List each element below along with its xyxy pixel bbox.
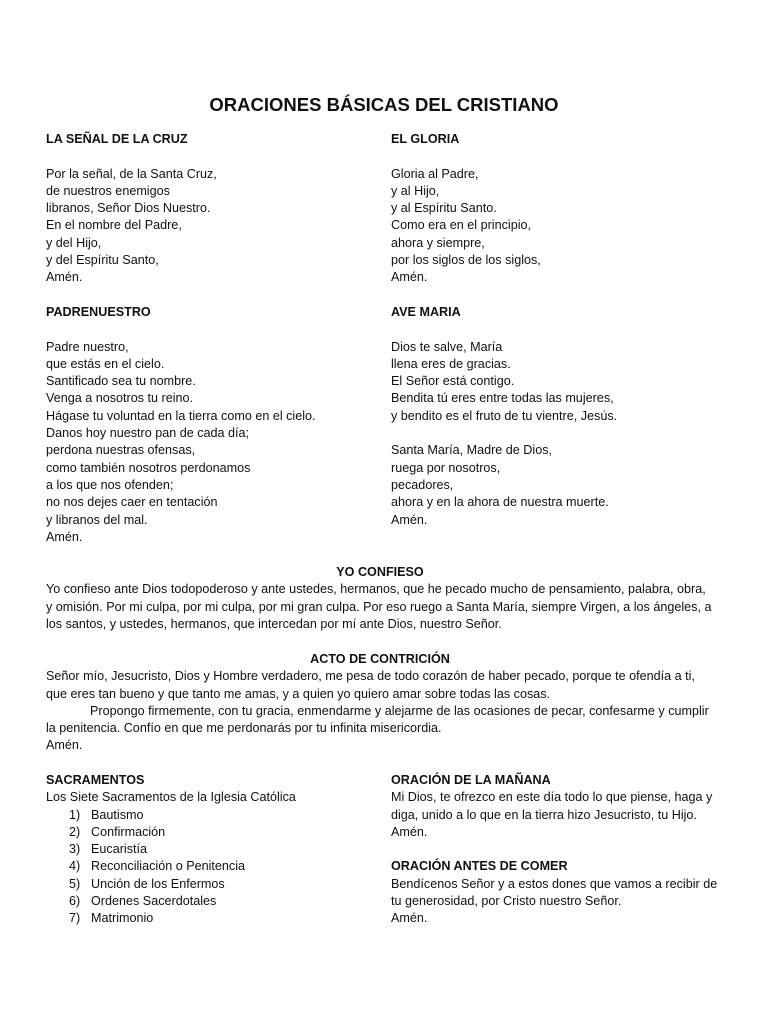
padrenuestro-line: Padre nuestro, (46, 339, 129, 354)
padrenuestro-line: perdona nuestras ofensas, (46, 443, 196, 458)
gloria-lines (391, 166, 721, 287)
senal-lines (46, 166, 376, 287)
section-acto-contricion (46, 651, 714, 755)
manana-line: Mi Dios, te ofrezco en este día todo lo que piense, haga y (391, 790, 713, 805)
comer-heading: ORACIÓN ANTES DE COMER (391, 859, 568, 874)
avemaria-line: llena eres de gracias. (391, 356, 511, 371)
manana-lines (391, 789, 721, 841)
sacramento-label: Matrimonio (91, 911, 154, 926)
avemaria-line: ruega por nosotros, (391, 460, 501, 475)
padrenuestro-line: que estás en el cielo. (46, 356, 165, 371)
contricion-para-1: Señor mío, Jesucristo, Dios y Hombre verdadero, me pesa de todo corazón de haber pecado, porque te ofendía a ti, que eres tan bueno y que tanto me amas, y a quien yo quiero amar sobre todas las cosas. (46, 669, 695, 701)
sacramentos-list (46, 807, 376, 928)
avemaria-line: El Señor está contigo. (391, 374, 515, 389)
section-yo-confieso (46, 564, 714, 633)
sacramento-number: 3) (69, 842, 81, 857)
padrenuestro-lines (46, 339, 376, 547)
yoconfieso-heading: YO CONFIESO (336, 565, 424, 579)
contricion-heading: ACTO DE CONTRICIÓN (310, 652, 450, 666)
sacramentos-heading: SACRAMENTOS (46, 773, 145, 787)
comer-lines (391, 876, 721, 928)
avemaria-line: y bendito es el fruto de tu vientre, Jesús. (391, 408, 618, 423)
avemaria-line: Amén. (391, 512, 428, 527)
senal-line: de nuestros enemigos (46, 183, 170, 198)
padrenuestro-line: Santificado sea tu nombre. (46, 374, 196, 389)
gloria-line: por los siglos de los siglos, (391, 253, 541, 268)
gloria-line: y al Espíritu Santo. (391, 201, 497, 216)
senal-heading: LA SEÑAL DE LA CRUZ (46, 132, 188, 146)
section-ave-maria (391, 304, 721, 529)
sacramento-number: 2) (69, 824, 81, 839)
sacramento-label: Unción de los Enfermos (91, 876, 225, 891)
sacramento-item (46, 910, 376, 927)
section-padrenuestro (46, 304, 376, 546)
avemaria-lines-2 (391, 442, 721, 528)
senal-line: Amén. (46, 270, 83, 285)
padrenuestro-line: y libranos del mal. (46, 512, 148, 527)
contricion-para-2: Propongo firmemente, con tu gracia, enmendarme y alejarme de las ocasiones de pecar, confesarme y cumplir la penitencia. Confío en que me perdonarás por tu infinita misericordia. (46, 703, 709, 736)
sacramentos-intro: Los Siete Sacramentos de la Iglesia Católica (46, 790, 296, 805)
comer-line: Amén. (391, 911, 428, 926)
yoconfieso-text: Yo confieso ante Dios todopoderoso y ante ustedes, hermanos, que he pecado mucho de pensamiento, palabra, obra, y omisión. Por mi culpa, por mi culpa, por mi gran culpa. Por eso ruego a Santa María, siempre Virgen, a los ángeles, a los santos, y ustedes, hermanos, que intercedan por mí ante Dios, nuestro Señor. (46, 582, 712, 631)
senal-line: Por la señal, de la Santa Cruz, (46, 166, 217, 181)
comer-line: tu generosidad, por Cristo nuestro Señor. (391, 894, 622, 909)
sacramento-number: 1) (69, 807, 81, 822)
sacramento-label: Bautismo (91, 807, 144, 822)
senal-line: libranos, Señor Dios Nuestro. (46, 201, 211, 216)
section-gloria (391, 131, 721, 287)
sacramento-label: Eucaristía (91, 842, 147, 857)
avemaria-line: Santa María, Madre de Dios, (391, 443, 552, 458)
sacramento-number: 7) (69, 911, 81, 926)
sacramento-number: 6) (69, 894, 81, 909)
sacramento-label: Confirmación (91, 824, 166, 839)
manana-line: diga, unido a lo que en la tierra hizo Jesucristo, tu Hijo. (391, 807, 697, 822)
avemaria-lines-1 (391, 339, 721, 425)
sacramento-item (46, 807, 376, 824)
gloria-line: ahora y siempre, (391, 235, 485, 250)
manana-line: Amén. (391, 824, 428, 839)
gloria-heading: EL GLORIA (391, 132, 460, 146)
gloria-line: Amén. (391, 270, 428, 285)
gloria-line: y al Hijo, (391, 183, 440, 198)
sacramento-number: 4) (69, 859, 81, 874)
padrenuestro-line: Danos hoy nuestro pan de cada día; (46, 426, 250, 441)
sacramento-item (46, 893, 376, 910)
section-sacramentos (46, 772, 376, 928)
padrenuestro-heading: PADRENUESTRO (46, 305, 151, 319)
gloria-line: Como era en el principio, (391, 218, 532, 233)
padrenuestro-line: como también nosotros perdonamos (46, 460, 251, 475)
sacramento-label: Reconciliación o Penitencia (91, 859, 246, 874)
padrenuestro-line: Venga a nosotros tu reino. (46, 391, 194, 406)
sacramento-item (46, 824, 376, 841)
padrenuestro-line: a los que nos ofenden; (46, 477, 174, 492)
sacramento-item (46, 841, 376, 858)
sacramento-label: Ordenes Sacerdotales (91, 894, 217, 909)
senal-line: En el nombre del Padre, (46, 218, 182, 233)
padrenuestro-line: Hágase tu voluntad en la tierra como en el cielo. (46, 408, 316, 423)
section-oraciones-dia (391, 772, 721, 928)
avemaria-line: pecadores, (391, 477, 454, 492)
sacramento-item (46, 858, 376, 875)
senal-line: y del Espíritu Santo, (46, 253, 159, 268)
padrenuestro-line: Amén. (46, 529, 83, 544)
senal-line: y del Hijo, (46, 235, 102, 250)
manana-heading: ORACIÓN DE LA MAÑANA (391, 773, 551, 787)
page-title: ORACIONES BÁSICAS DEL CRISTIANO (209, 94, 559, 115)
avemaria-line: ahora y en la ahora de nuestra muerte. (391, 495, 609, 510)
avemaria-line: Dios te salve, María (391, 339, 503, 354)
sacramento-number: 5) (69, 876, 81, 891)
section-senal-cruz (46, 131, 376, 287)
contricion-amen: Amén. (46, 738, 83, 753)
padrenuestro-line: no nos dejes caer en tentación (46, 495, 218, 510)
comer-line: Bendícenos Señor y a estos dones que vamos a recibir de (391, 876, 718, 891)
gloria-line: Gloria al Padre, (391, 166, 479, 181)
avemaria-heading: AVE MARIA (391, 305, 461, 319)
sacramento-item (46, 876, 376, 893)
avemaria-line: Bendita tú eres entre todas las mujeres, (391, 391, 614, 406)
